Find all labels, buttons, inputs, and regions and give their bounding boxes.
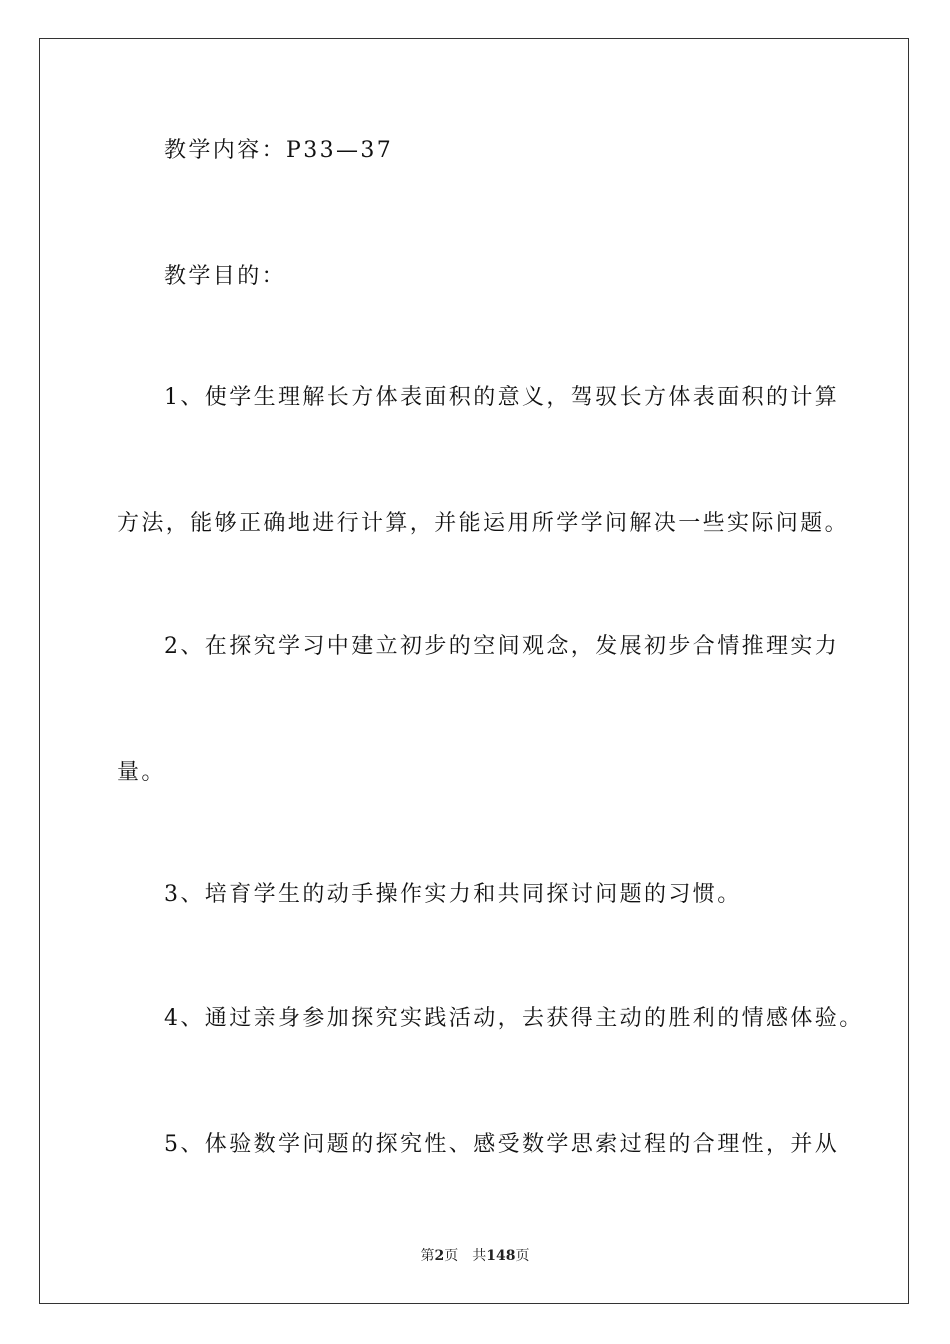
page-footer	[0, 1246, 950, 1266]
content-line-objective-1: 1、使学生理解长方体表面积的意义，驾驭长方体表面积的计算	[164, 385, 840, 410]
content-line-objective-4: 4、通过亲身参加探究实践活动，去获得主动的胜利的情感体验。	[164, 1006, 864, 1031]
content-line-teaching-content: 教学内容：P33—37	[164, 138, 394, 163]
content-line-teaching-objectives-heading: 教学目的：	[164, 264, 287, 289]
content-line-objective-3: 3、培育学生的动手操作实力和共同探讨问题的习惯。	[164, 882, 742, 907]
content-line-objective-2: 2、在探究学习中建立初步的空间观念，发展初步合情推理实力	[164, 634, 840, 659]
content-line-objective-1-continued: 方法，能够正确地进行计算，并能运用所学学问解决一些实际问题。	[117, 511, 850, 536]
footer-page-prefix: 第	[420, 1248, 435, 1264]
footer-total-prefix: 共	[472, 1248, 487, 1264]
footer-total-pages: 148	[486, 1248, 516, 1264]
footer-total-suffix: 页	[515, 1248, 530, 1264]
page-border	[39, 38, 909, 1304]
content-line-objective-5: 5、体验数学问题的探究性、感受数学思索过程的合理性，并从	[164, 1132, 840, 1157]
footer-page-number: 2	[434, 1248, 445, 1264]
footer-page-suffix: 页	[444, 1248, 459, 1264]
content-line-objective-2-continued: 量。	[117, 760, 166, 785]
